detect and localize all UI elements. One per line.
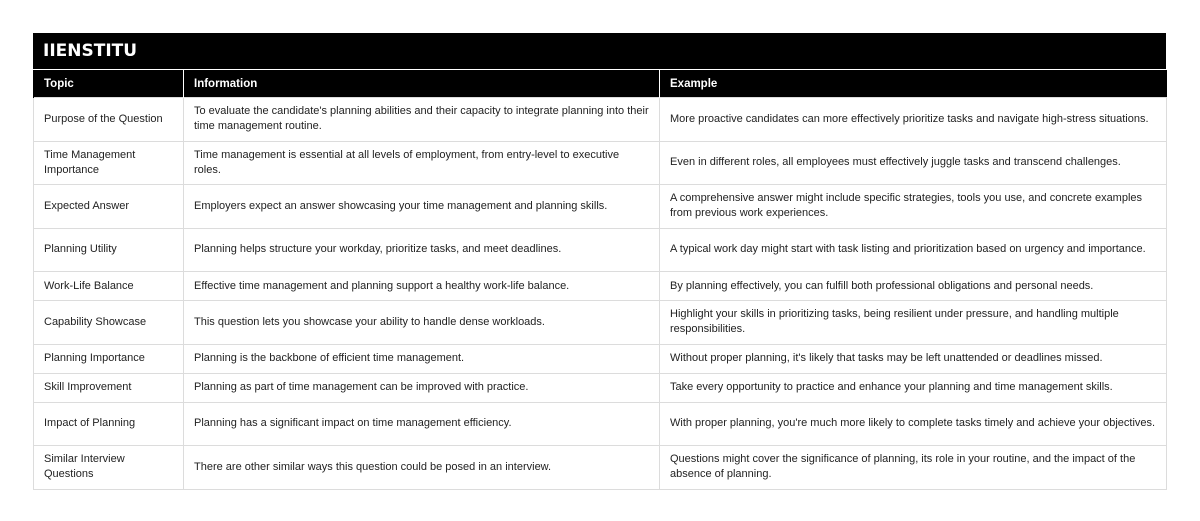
table-row bbox=[34, 98, 1167, 142]
information-cell: To evaluate the candidate's planning abilities and their capacity to integrate planning into their time management routine. bbox=[184, 98, 660, 142]
example-cell: By planning effectively, you can fulfill both professional obligations and personal needs. bbox=[660, 272, 1167, 301]
column-header-information: Information bbox=[184, 70, 660, 98]
example-cell: Questions might cover the significance of planning, its role in your routine, and the impact of the absence of planning. bbox=[660, 446, 1167, 490]
table-row bbox=[34, 228, 1167, 272]
information-cell: This question lets you showcase your ability to handle dense workloads. bbox=[184, 301, 660, 345]
topic-cell: Time Management Importance bbox=[34, 141, 184, 185]
topic-cell: Similar Interview Questions bbox=[34, 446, 184, 490]
example-cell: With proper planning, you're much more likely to complete tasks timely and achieve your objectives. bbox=[660, 402, 1167, 446]
topic-cell: Capability Showcase bbox=[34, 301, 184, 345]
example-cell: Even in different roles, all employees must effectively juggle tasks and transcend challenges. bbox=[660, 141, 1167, 185]
topic-cell: Impact of Planning bbox=[34, 402, 184, 446]
information-cell: Planning helps structure your workday, prioritize tasks, and meet deadlines. bbox=[184, 228, 660, 272]
information-cell: Time management is essential at all levels of employment, from entry-level to executive roles. bbox=[184, 141, 660, 185]
column-header-example: Example bbox=[660, 70, 1167, 98]
brand-header: IIENSTITU bbox=[33, 33, 1166, 69]
topic-cell: Planning Importance bbox=[34, 344, 184, 373]
topic-cell: Purpose of the Question bbox=[34, 98, 184, 142]
information-cell: Planning is the backbone of efficient time management. bbox=[184, 344, 660, 373]
topic-cell: Planning Utility bbox=[34, 228, 184, 272]
information-cell: There are other similar ways this question could be posed in an interview. bbox=[184, 446, 660, 490]
information-cell: Effective time management and planning support a healthy work-life balance. bbox=[184, 272, 660, 301]
table-row bbox=[34, 402, 1167, 446]
example-cell: Highlight your skills in prioritizing tasks, being resilient under pressure, and handling multiple responsibilities. bbox=[660, 301, 1167, 345]
table-row bbox=[34, 344, 1167, 373]
topic-cell: Skill Improvement bbox=[34, 373, 184, 402]
content-table-card bbox=[33, 33, 1166, 490]
example-cell: Without proper planning, it's likely that tasks may be left unattended or deadlines missed. bbox=[660, 344, 1167, 373]
example-cell: A comprehensive answer might include specific strategies, tools you use, and concrete examples from previous work experiences. bbox=[660, 185, 1167, 229]
table-row bbox=[34, 272, 1167, 301]
information-cell: Employers expect an answer showcasing your time management and planning skills. bbox=[184, 185, 660, 229]
example-cell: Take every opportunity to practice and enhance your planning and time management skills. bbox=[660, 373, 1167, 402]
table-header-row bbox=[34, 70, 1167, 98]
information-cell: Planning as part of time management can be improved with practice. bbox=[184, 373, 660, 402]
table-row bbox=[34, 141, 1167, 185]
example-cell: More proactive candidates can more effectively prioritize tasks and navigate high-stress situations. bbox=[660, 98, 1167, 142]
info-table bbox=[33, 69, 1167, 490]
topic-cell: Work-Life Balance bbox=[34, 272, 184, 301]
table-row bbox=[34, 301, 1167, 345]
information-cell: Planning has a significant impact on time management efficiency. bbox=[184, 402, 660, 446]
column-header-topic: Topic bbox=[34, 70, 184, 98]
table-row bbox=[34, 373, 1167, 402]
topic-cell: Expected Answer bbox=[34, 185, 184, 229]
table-row bbox=[34, 446, 1167, 490]
table-row bbox=[34, 185, 1167, 229]
example-cell: A typical work day might start with task listing and prioritization based on urgency and importance. bbox=[660, 228, 1167, 272]
